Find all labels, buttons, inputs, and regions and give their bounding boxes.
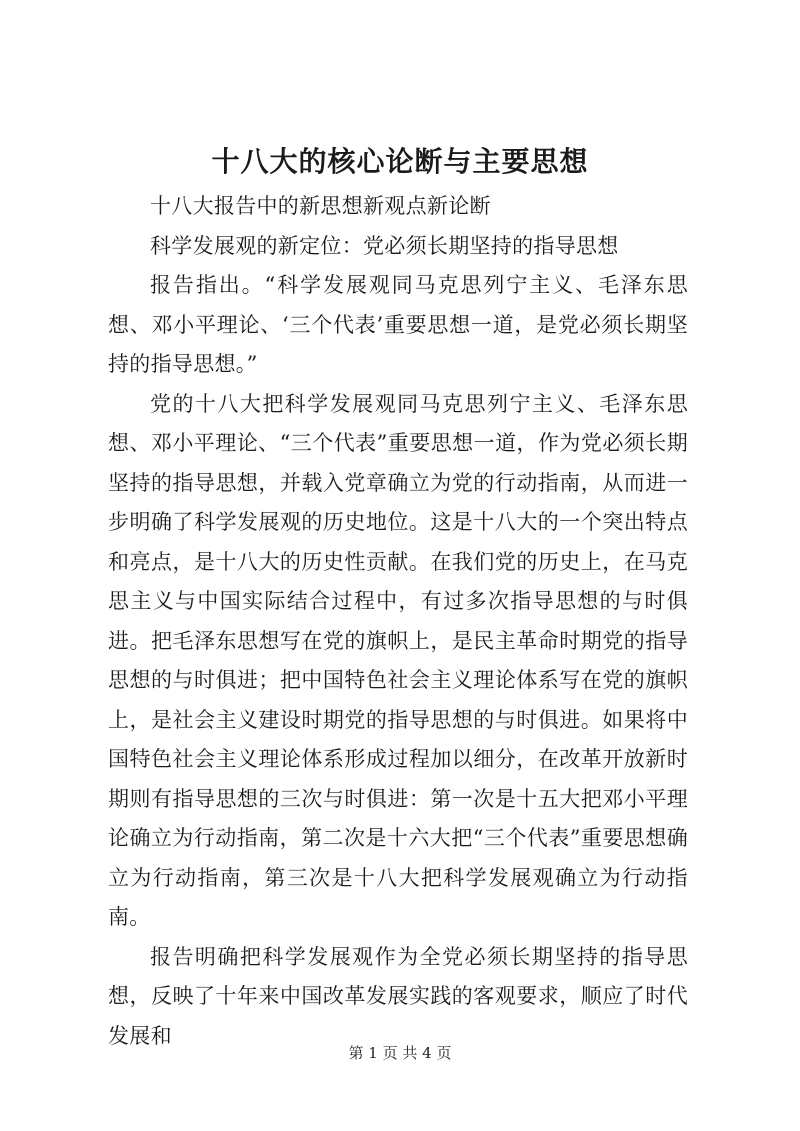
paragraph-subtitle: 十八大报告中的新思想新观点新论断 — [150, 194, 491, 218]
page-footer: 第 1 页 共 4 页 — [348, 1044, 452, 1062]
paragraph-main: 党的十八大把科学发展观同马克思列宁主义、毛泽东思想、邓小平理论、“三个代表”重要思想一道，作为党必须长期坚持的指导思想，并载入党章确立为党的行动指南，从而进一步明确了科学发展观的历史地位。这是十八大的一个突出特点和亮点，是十八大的历史性贡献。在我们党的历史上，在马克思主义与中国实际结合过程中，有过多次指导思想的与时俱进。把毛泽东思想写在党的旗帜上，是民主革命时期党的指导思想的与时俱进；把中国特色社会主义理论体系写在党的旗帜上，是社会主义建设时期党的指导思想的与时俱进。如果将中国特色社会主义理论体系形成过程加以细分，在改革开放新时期则有指导思想的三次与时俱进：第一次是十五大把邓小平理论确立为行动指南，第二次是十六大把“三个代表”重要思想确立为行动指南，第三次是十八大把科学发展观确立为行动指南。 — [108, 391, 688, 929]
paragraph-heading: 科学发展观的新定位：党必须长期坚持的指导思想 — [150, 233, 619, 258]
document-title: 十八大的核心论断与主要思想 — [211, 145, 589, 178]
paragraph-continuation: 报告明确把科学发展观作为全党必须长期坚持的指导思想，反映了十年来中国改革发展实践的客观要求，顺应了时代发展和 — [108, 944, 688, 1048]
paragraph-quote: 报告指出。“科学发展观同马克思列宁主义、毛泽东思想、邓小平理论、‘三个代表’重要思想一道，是党必须长期坚持的指导思想。” — [108, 273, 688, 376]
document-body — [108, 187, 688, 1056]
